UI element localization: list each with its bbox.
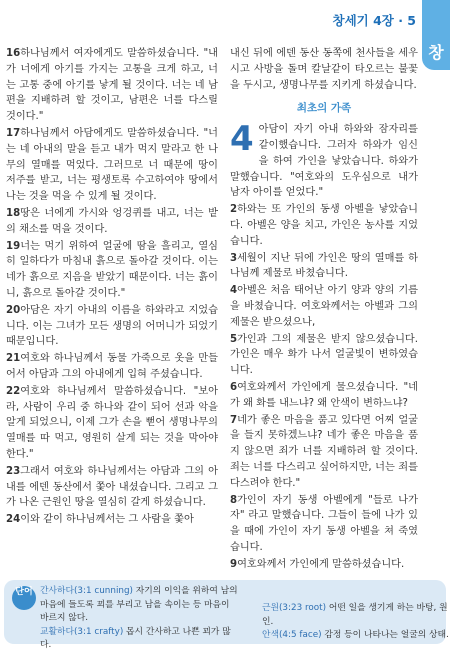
verse-text: 그래서 여호와 하나님께서는 아담과 그의 아내를 에덴 동산에서 쫓아 내셨습니다. 그리고 그가 나온 근원인 땅을 열심히 갈게 하셨습니다. xyxy=(6,465,218,509)
verse xyxy=(6,239,218,302)
verse xyxy=(230,557,418,573)
verse-number: 24 xyxy=(6,514,21,526)
verse xyxy=(6,464,218,511)
verse xyxy=(6,206,218,238)
glossary-term: 교활하다(3:1 crafty) xyxy=(40,626,124,637)
verse xyxy=(6,351,218,383)
verse xyxy=(230,283,418,330)
verse-continuation: 내신 뒤에 에덴 동산 동쪽에 천사들을 세우시고 사방을 돌며 칼날같이 타오르는 불꽃을 두시고, 생명나무를 지키게 하셨습니다. xyxy=(230,48,418,91)
glossary-box xyxy=(4,580,449,650)
verse xyxy=(230,413,418,492)
verse-text: 아벨은 처음 태어난 아기 양과 양의 기름을 바쳤습니다. 여호와께서는 아벨과 그의 제물은 받으셨으나, xyxy=(230,285,418,328)
glossary-entry xyxy=(40,626,240,653)
verse-text: 하와는 또 가인의 동생 아벨을 낳았습니다. 아벨은 양을 치고, 가인은 농사를 지었습니다. xyxy=(230,204,418,247)
glossary-entry xyxy=(40,585,240,626)
glossary-desc: 어떤 일을 생기게 하는 바탕, 원인. xyxy=(262,603,448,627)
verse-number: 9 xyxy=(230,558,238,570)
verse-text: 가인과 그의 제물은 받지 않으셨습니다. 가인은 매우 화가 나서 얼굴빛이 변하였습니다. xyxy=(230,333,418,377)
verse-text: 하나님께서 아담에게도 말씀하셨습니다. "너는 네 아내의 말을 듣고 내가 먹지 말라고 한 나무의 열매를 먹었다. 그러므로 너 때문에 땅이 저주를 받고, 너는 평생토록 수고하여야 땅에서 나는 것을 먹을 수 있게 될 것이다. xyxy=(6,127,218,203)
verse xyxy=(6,303,218,350)
glossary-desc: 몹시 간사하고 나쁜 꾀가 많다. xyxy=(40,626,231,650)
verse-number: 8 xyxy=(230,494,238,506)
verse-text: 가인이 자기 동생 아벨에게 "들로 나가자" 라고 말했습니다. 그들이 들에 나가 있을 때에 가인이 자기 동생 아벨을 쳐 죽였습니다. xyxy=(230,494,418,553)
glossary-entry xyxy=(262,602,450,629)
verse xyxy=(230,332,418,379)
verse xyxy=(230,251,418,283)
verse-text: 여호와 하나님께서 동물 가죽으로 옷을 만들어서 아담과 그의 아내에게 입혀 주셨습니다. xyxy=(6,353,218,380)
verse-text: 아담은 자기 아내의 이름을 하와라고 지었습니다. 이는 그녀가 모든 생명의 어머니가 되었기 때문입니다. xyxy=(6,304,218,348)
verse-number: 4 xyxy=(230,285,238,297)
verse-text: 여호와께서 가인에게 물으셨습니다. "네가 왜 화를 내느냐? 왜 안색이 변하느냐? xyxy=(230,381,418,409)
verse-number: 3 xyxy=(230,252,238,264)
book-tab xyxy=(422,0,450,70)
verse xyxy=(6,126,218,205)
verse-text: 세월이 지난 뒤에 가인은 땅의 열매를 하나님께 제물로 바쳤습니다. xyxy=(230,252,418,280)
verse-number: 6 xyxy=(230,381,238,393)
verse-number: 21 xyxy=(6,353,21,365)
left-column xyxy=(6,46,218,529)
verse-text: 네가 좋은 마음을 품고 있다면 어찌 얼굴을 들지 못하겠느냐? 네가 좋은 마음을 품지 않으면 죄가 너를 지배하려 할 것이다. 죄는 너를 다스리고 싶어하지만, 너는 죄를 다스려야 한다." xyxy=(230,414,418,489)
verse-number: 20 xyxy=(6,304,21,316)
glossary-term: 간사하다(3:1 cunning) xyxy=(40,586,133,596)
verse xyxy=(230,119,418,201)
verse-text: 너는 먹기 위하여 얼굴에 땀을 흘리고, 열심히 일하다가 마침내 흙으로 돌아갈 것이다. 이는 네가 흙으로 지음을 받았기 때문이다. 너는 흙이니, 흙으로 돌아갈 것이다." xyxy=(6,240,218,299)
verse-text: 하나님께서 여자에게도 말씀하셨습니다. "내가 너에게 아기를 가지는 고통을 크게 하고, 너는 고통 중에 아기를 낳게 될 것이다. 너는 네 남편을 지배하려 할 것이고, 남편은 너를 다스릴 것이다." xyxy=(6,48,218,123)
verse-number: 23 xyxy=(6,465,21,477)
verse xyxy=(6,512,218,528)
verse-number: 22 xyxy=(6,385,21,397)
chapter-number: 4 xyxy=(230,119,254,160)
glossary-entry xyxy=(262,629,450,643)
verse xyxy=(6,46,218,125)
verse-text: 여호와께서 가인에게 말씀하셨습니다. xyxy=(237,558,405,570)
verse-number: 16 xyxy=(6,48,21,59)
glossary-term: 근원(3:23 root) xyxy=(262,603,327,613)
page-header: 창세기 4장 · 5 xyxy=(332,13,416,28)
verse-text: 아담이 자기 아내 하와와 잠자리를 같이했습니다. 그러자 하와가 임신을 하여 가인을 낳았습니다. 하와가 말했습니다. "여호와의 도우심으로 내가 남자 아이를 얻었다." xyxy=(230,124,418,199)
verse-number: 19 xyxy=(6,240,21,252)
verse-number: 2 xyxy=(230,204,238,216)
glossary-right xyxy=(262,602,450,643)
verse-number: 5 xyxy=(230,333,238,345)
verse xyxy=(6,384,218,463)
book-tab-label: 창 xyxy=(428,43,444,62)
verse-text: 땅은 너에게 가시와 엉겅퀴를 내고, 너는 밭의 채소를 먹을 것이다. xyxy=(6,207,218,235)
section-heading: 최초의 가족 xyxy=(296,102,352,115)
verse-number: 17 xyxy=(6,127,21,139)
verse xyxy=(230,380,418,412)
verse-text: 여호와 하나님께서 말씀하셨습니다. "보아라, 사람이 우리 중 하나와 같이 되어 선과 악을 알게 되었으니, 이제 그가 손을 뻗어 생명나무의 열매를 따 먹고, 영원히 살게 되는 것을 막아야 한다." xyxy=(6,385,218,460)
verse xyxy=(230,202,418,249)
glossary-badge: 단어 xyxy=(12,586,36,610)
right-column xyxy=(230,46,418,574)
verse xyxy=(230,493,418,556)
glossary-term: 안색(4:5 face) xyxy=(262,630,322,640)
glossary-desc: 자기의 이익을 위하여 남의 마음에 들도록 꾀를 부리고 남을 속이는 등 마음이 바르지 않다. xyxy=(40,586,238,623)
verse-number: 18 xyxy=(6,207,21,219)
verse-number: 7 xyxy=(230,414,238,426)
glossary-left xyxy=(40,585,240,653)
verse-text: 이와 같이 하나님께서는 그 사람을 쫓아 xyxy=(20,514,194,526)
glossary-desc: 감정 등이 나타나는 얼굴의 상태. xyxy=(321,630,449,640)
